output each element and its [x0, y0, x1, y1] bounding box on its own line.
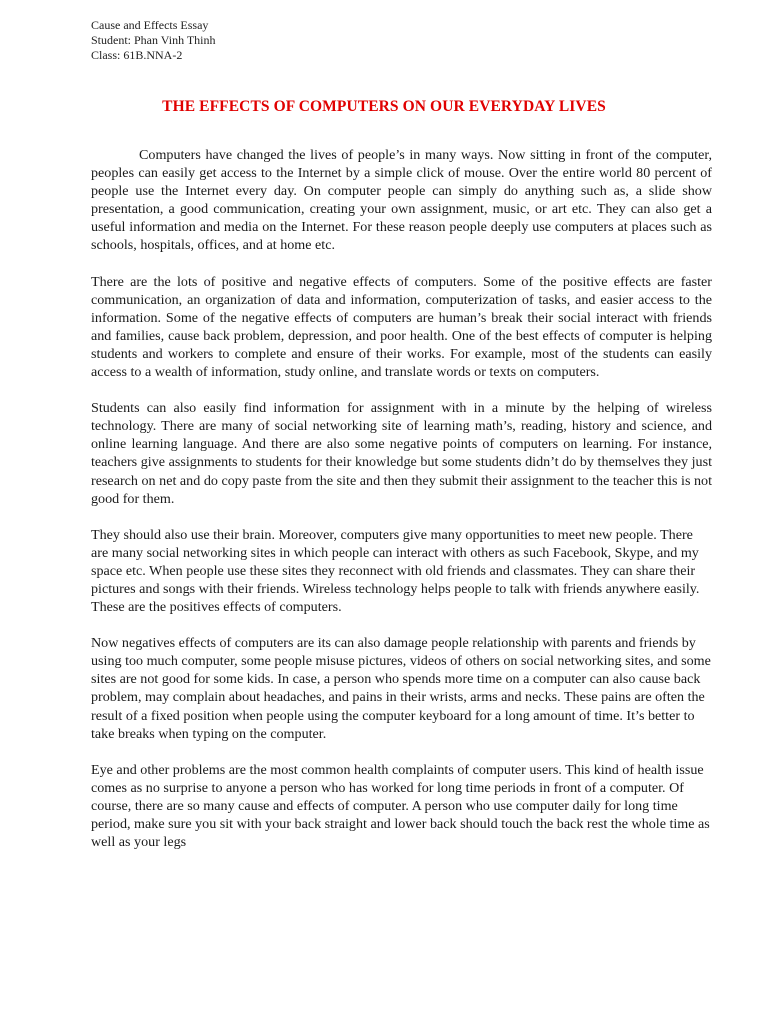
class-line: Class: 61B.NNA-2 [91, 48, 183, 62]
essay-body [91, 146, 712, 869]
document-header [91, 18, 216, 63]
student-name-line: Student: Phan Vinh Thinh [91, 33, 216, 47]
essay-title: THE EFFECTS OF COMPUTERS ON OUR EVERYDAY LIVES [162, 98, 606, 115]
paragraph-6: Eye and other problems are the most common health complaints of computer users. This kind of health issue comes as no surprise to anyone a person who has worked for long time periods in front of a computer. Of course, there are so many cause and effects of computer. A person who use computer daily for long time period, make sure you sit with your back straight and lower back should touch the back rest the whole time as well as your legs [91, 761, 710, 851]
paragraph-2: There are the lots of positive and negative effects of computers. Some of the positive effects are faster communication, an organization of data and information, computerization of tasks, and easier access to the information. Some of the negative effects of computers are human’s break their social interact with friends and families, cause back problem, depression, and poor health. One of the best effects of computer is helping students and workers to complete and ensure of their works. For example, most of the students can easily access to a wealth of information, study online, and translate words or texts on computers. [91, 273, 712, 381]
paragraph-5: Now negatives effects of computers are its can also damage people relationship with parents and friends by using too much computer, some people misuse pictures, videos of others on social networking sites, and some sites are not good for some kids. In case, a person who spends more time on a computer can also cause back problem, may complain about headaches, and pains in their wrists, arms and necks. These pains are often the result of a fixed position when people using the computer keyboard for a long amount of time. It’s better to take breaks when typing on the computer. [91, 635, 711, 742]
paragraph-1: Computers have changed the lives of people’s in many ways. Now sitting in front of the computer, peoples can easily get access to the Internet by a simple click of mouse. Over the entire world 80 percent of people use the Internet every day. On computer people can simply do anything such as, a slide show presentation, a good communication, creating your own assignment, music, or art etc. They can also get a useful information and media on the Internet. For these reason people deeply use computers at places such as schools, hospitals, offices, and at home etc. [91, 147, 712, 254]
paragraph-4: They should also use their brain. Moreover, computers give many opportunities to meet new people. There are many social networking sites in which people can interact with others as such Facebook, Skype, and my space etc. When people use these sites they reconnect with old friends and classmates. They can share their pictures and songs with their friends. Wireless technology helps people to talk with friends anywhere easily. These are the positives effects of computers. [91, 526, 700, 616]
paragraph-3: Students can also easily find information for assignment with in a minute by the helping of wireless technology. There are many of social networking site of learning math’s, reading, history and science, and online learning language. And there are also some negative points of computers on learning. For instance, teachers give assignments to students for their knowledge but some students didn’t do by themselves they just research on net and do copy paste from the site and then they submit their assignment to the teacher this is not good for them. [91, 400, 712, 507]
essay-type-line: Cause and Effects Essay [91, 18, 209, 32]
